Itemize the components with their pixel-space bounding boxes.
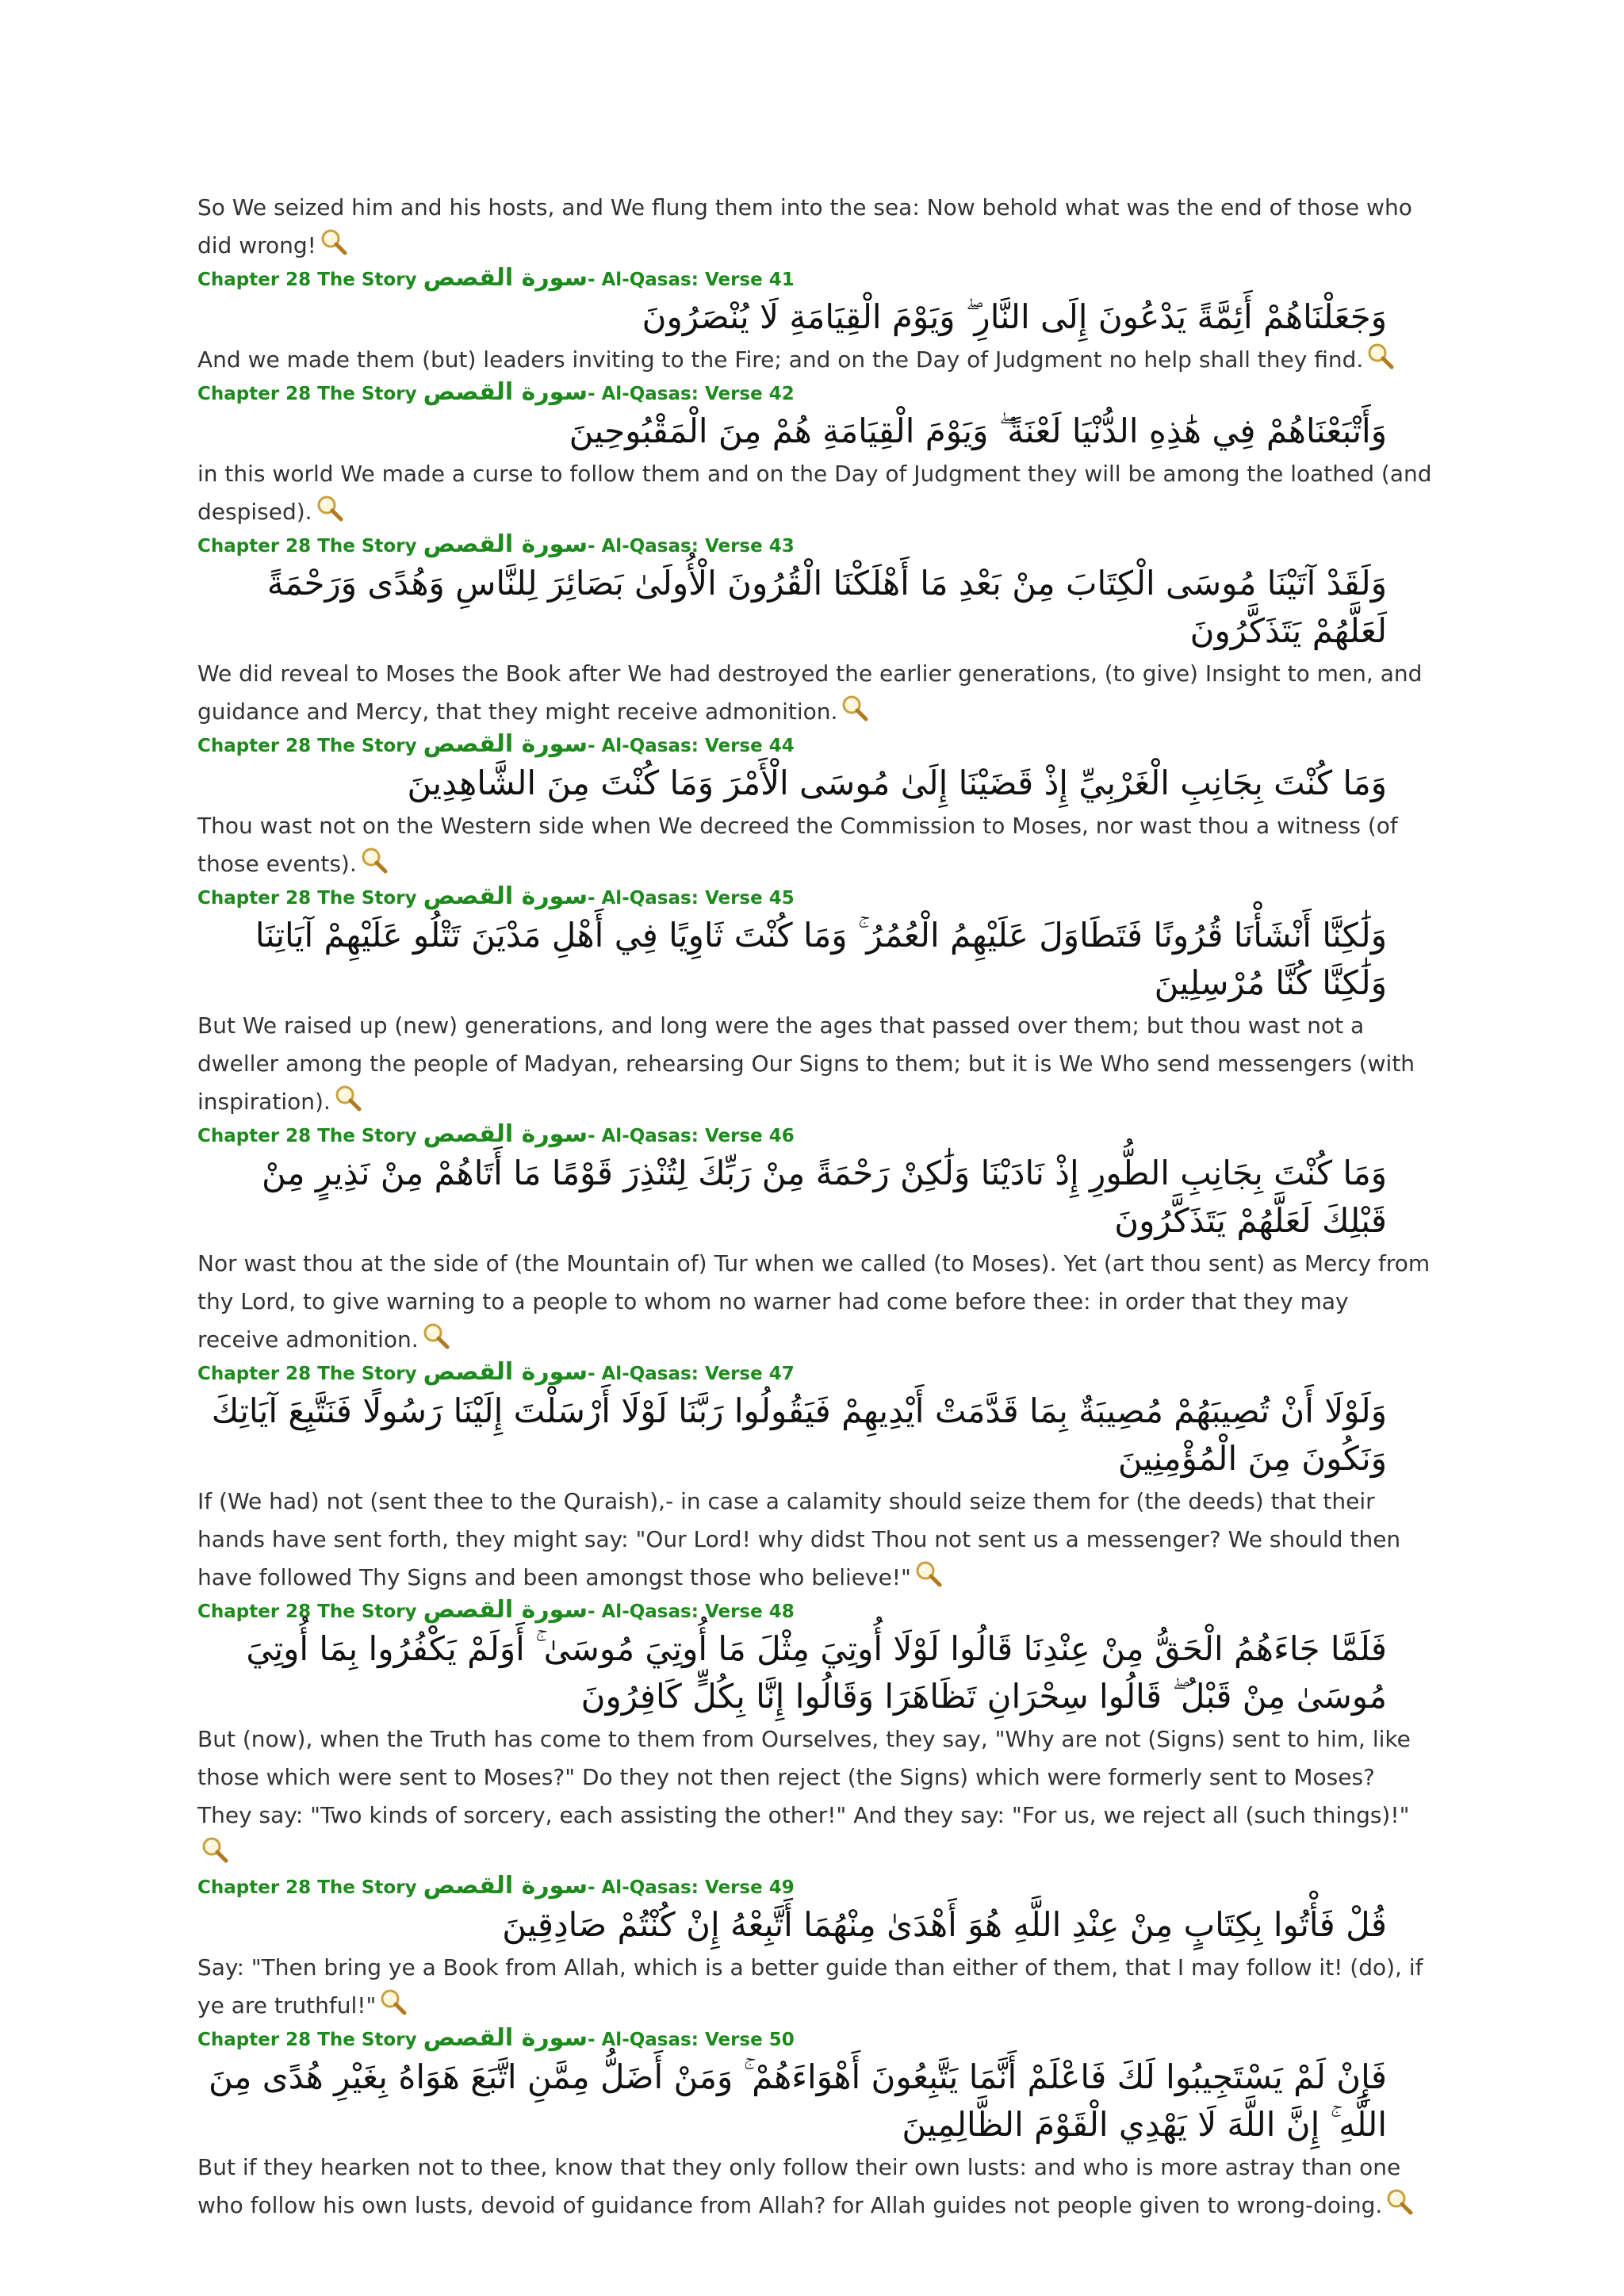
verse-block (197, 1873, 1434, 2025)
verse-label: Verse (704, 1601, 763, 1622)
verse-header (197, 1873, 1434, 1901)
chapter-label: Chapter 28 The Story (197, 536, 417, 557)
arabic-verse-text: وَمَا كُنْتَ بِجَانِبِ الْغَرْبِيِّ إِذْ قَضَيْنَا إِلَىٰ مُوسَى الْأَمْرَ وَمَا كُنْتَ مِنَ الشَّاهِدِينَ (407, 763, 1387, 802)
sura-name: - Al-Qasas: (587, 1877, 699, 1898)
chapter-label: Chapter 28 The Story (197, 1877, 417, 1898)
sura-arabic-name: سورة القصص (423, 882, 588, 910)
verse-header (197, 1359, 1434, 1387)
verse-label: Verse (704, 536, 763, 557)
verse-translation (197, 1245, 1434, 1359)
verse-number: 48 (768, 1601, 795, 1622)
verse-translation (197, 1007, 1434, 1121)
sura-arabic-name: سورة القصص (423, 1596, 588, 1624)
verse-block (197, 1597, 1434, 1873)
sura-name: - Al-Qasas: (587, 736, 699, 756)
magnifier-icon[interactable] (1385, 2187, 1414, 2216)
magnifier-icon[interactable] (379, 1988, 408, 2016)
sura-arabic-name: سورة القصص (423, 2024, 588, 2052)
chapter-label: Chapter 28 The Story (197, 384, 417, 404)
verse-block (197, 731, 1434, 883)
verse-number: 46 (768, 1126, 795, 1146)
arabic-verse-text: فَلَمَّا جَاءَهُمُ الْحَقُّ مِنْ عِنْدِنَا قَالُوا لَوْلَا أُوتِيَ مِثْلَ مَا أُوتِيَ مُوسَىٰ ۚ أَوَلَمْ يَكْفُرُوا بِمَا أُوتِيَ مُوسَىٰ مِنْ قَبْلُ ۖ قَالُوا سِحْرَانِ تَظَاهَرَا وَقَالُوا إِنَّا بِكُلٍّ كَافِرُونَ (246, 1629, 1387, 1716)
verse-block (197, 265, 1434, 379)
translation-text: If (We had) not (sent thee to the Quraish),- in case a calamity should seize them for (the deeds) that their hands have sent forth, they might say: "Our Lord! why didst Thou not sent us a messenger? We should then have followed Thy Signs and been amongst those who believe!" (197, 1488, 1401, 1590)
verse-translation (197, 807, 1434, 883)
sura-name: - Al-Qasas: (587, 1126, 699, 1146)
magnifier-icon[interactable] (1366, 342, 1395, 370)
verse-header (197, 379, 1434, 408)
magnifier-icon[interactable] (360, 846, 389, 874)
verse-translation (197, 455, 1434, 531)
magnifier-icon[interactable] (320, 228, 348, 256)
magnifier-icon[interactable] (334, 1084, 362, 1112)
verse-label: Verse (704, 384, 763, 404)
verse-block (197, 883, 1434, 1121)
chapter-label: Chapter 28 The Story (197, 1601, 417, 1622)
sura-name: - Al-Qasas: (587, 2030, 699, 2050)
verse-translation (197, 341, 1434, 379)
verse-header (197, 2025, 1434, 2053)
arabic-verse-text: وَلَٰكِنَّا أَنْشَأْنَا قُرُونًا فَتَطَاوَلَ عَلَيْهِمُ الْعُمُرُ ۚ وَمَا كُنْتَ ثَاوِيًا فِي أَهْلِ مَدْيَنَ تَتْلُو عَلَيْهِمْ آيَاتِنَا وَلَٰكِنَّا كُنَّا مُرْسِلِينَ (255, 916, 1387, 1002)
verse-label: Verse (704, 1126, 763, 1146)
translation-text: But if they hearken not to thee, know that they only follow their own lusts: and who is more astray than one who follow his own lusts, devoid of guidance from Allah? for Allah guides not people given to wrong-doing. (197, 2154, 1401, 2218)
verse-block (197, 531, 1434, 731)
translation-text: Nor wast thou at the side of (the Mountain of) Tur when we called (to Moses). Yet (art thou sent) as Mercy from thy Lord, to give warning to a people to whom no warner had come before thee: in order that they may receive admonition. (197, 1250, 1431, 1353)
chapter-label: Chapter 28 The Story (197, 736, 417, 756)
verse-block (197, 379, 1434, 531)
arabic-verse-text: وَلَوْلَا أَنْ تُصِيبَهُمْ مُصِيبَةٌ بِمَا قَدَّمَتْ أَيْدِيهِمْ فَيَقُولُوا رَبَّنَا لَوْلَا أَرْسَلْتَ إِلَيْنَا رَسُولًا فَنَتَّبِعَ آيَاتِكَ وَنَكُونَ مِنَ الْمُؤْمِنِينَ (211, 1391, 1387, 1478)
verse-number: 43 (768, 536, 795, 557)
verse-number: 49 (768, 1877, 795, 1898)
arabic-verse-text: وَأَتْبَعْنَاهُمْ فِي هَٰذِهِ الدُّنْيَا لَعْنَةً ۖ وَيَوْمَ الْقِيَامَةِ هُمْ مِنَ الْمَقْبُوحِينَ (569, 411, 1387, 450)
verse-label: Verse (704, 1877, 763, 1898)
verse-header (197, 1597, 1434, 1625)
top-translation: So We seized him and his hosts, and We flung them into the sea: Now behold what was the end of those who did wrong! (197, 194, 1412, 258)
verse-number: 45 (768, 888, 795, 909)
sura-name: - Al-Qasas: (587, 888, 699, 909)
verse-number: 41 (768, 270, 795, 290)
verse-label: Verse (704, 2030, 763, 2050)
verse-block (197, 1121, 1434, 1359)
verse-header (197, 265, 1434, 293)
magnifier-icon[interactable] (201, 1835, 229, 1864)
translation-text: in this world We made a curse to follow them and on the Day of Judgment they will be among the loathed (and despised). (197, 461, 1432, 525)
sura-name: - Al-Qasas: (587, 536, 699, 557)
sura-arabic-name: سورة القصص (423, 378, 588, 406)
verse-block (197, 2025, 1434, 2225)
sura-arabic-name: سورة القصص (423, 530, 588, 558)
arabic-verse-text: فَإِنْ لَمْ يَسْتَجِيبُوا لَكَ فَاعْلَمْ أَنَّمَا يَتَّبِعُونَ أَهْوَاءَهُمْ ۚ وَمَنْ أَضَلُّ مِمَّنِ اتَّبَعَ هَوَاهُ بِغَيْرِ هُدًى مِنَ اللَّهِ ۚ إِنَّ اللَّهَ لَا يَهْدِي الْقَوْمَ الظَّالِمِينَ (208, 2057, 1387, 2144)
verse-header (197, 1121, 1434, 1150)
magnifier-icon[interactable] (841, 694, 869, 722)
verse-number: 44 (768, 736, 795, 756)
verse-number: 47 (768, 1364, 795, 1384)
sura-arabic-name: سورة القصص (423, 1358, 588, 1386)
arabic-verse-text: وَجَعَلْنَاهُمْ أَئِمَّةً يَدْعُونَ إِلَى النَّارِ ۖ وَيَوْمَ الْقِيَامَةِ لَا يُنْصَرُونَ (642, 297, 1387, 336)
chapter-label: Chapter 28 The Story (197, 1364, 417, 1384)
translation-text: We did reveal to Moses the Book after We had destroyed the earlier generations, (to give) Insight to men, and guidance and Mercy, that they might receive admonition. (197, 660, 1423, 725)
sura-arabic-name: سورة القصص (423, 730, 588, 758)
translation-text: Say: "Then bring ye a Book from Allah, which is a better guide than either of them, that I may follow it! (do), if ye are truthful!" (197, 1954, 1423, 2019)
chapter-label: Chapter 28 The Story (197, 270, 417, 290)
chapter-label: Chapter 28 The Story (197, 1126, 417, 1146)
translation-text: Thou wast not on the Western side when We decreed the Commission to Moses, nor wast thou a witness (of those events). (197, 813, 1398, 877)
translation-text: But (now), when the Truth has come to them from Ourselves, they say, "Why are not (Signs) sent to him, like those which were sent to Moses?" Do they not then reject (the Signs) which were formerly sent to Moses? They say: "Two kinds of sorcery, each assisting the other!" And they say: "For us, we reject all (such things)!" (197, 1726, 1411, 1828)
document-page (197, 189, 1434, 2225)
magnifier-icon[interactable] (914, 1559, 943, 1588)
sura-name: - Al-Qasas: (587, 384, 699, 404)
translation-text: But We raised up (new) generations, and long were the ages that passed over them; but thou wast not a dweller among the people of Madyan, rehearsing Our Signs to them; but it is We Who send messengers (with inspiration). (197, 1012, 1415, 1115)
verse-header (197, 531, 1434, 560)
verse-number: 50 (768, 2030, 795, 2050)
magnifier-icon[interactable] (316, 494, 344, 522)
verse-translation (197, 1949, 1434, 2025)
sura-arabic-name: سورة القصص (423, 1120, 588, 1148)
verse-label: Verse (704, 736, 763, 756)
verse-translation (197, 1720, 1434, 1873)
chapter-label: Chapter 28 The Story (197, 2030, 417, 2050)
verse-header (197, 883, 1434, 912)
sura-name: - Al-Qasas: (587, 270, 699, 290)
sura-name: - Al-Qasas: (587, 1601, 699, 1622)
verse-block (197, 1359, 1434, 1597)
chapter-label: Chapter 28 The Story (197, 888, 417, 909)
verse-translation (197, 2149, 1434, 2225)
arabic-verse-text: قُلْ فَأْتُوا بِكِتَابٍ مِنْ عِنْدِ اللَّهِ هُوَ أَهْدَىٰ مِنْهُمَا أَتَّبِعْهُ إِنْ كُنْتُمْ صَادِقِينَ (502, 1905, 1387, 1944)
verse-label: Verse (704, 270, 763, 290)
magnifier-icon[interactable] (422, 1322, 450, 1350)
sura-arabic-name: سورة القصص (423, 1872, 588, 1900)
arabic-verse-text: وَمَا كُنْتَ بِجَانِبِ الطُّورِ إِذْ نَادَيْنَا وَلَٰكِنْ رَحْمَةً مِنْ رَبِّكَ لِتُنْذِرَ قَوْمًا مَا أَتَاهُمْ مِنْ نَذِيرٍ مِنْ قَبْلِكَ لَعَلَّهُمْ يَتَذَكَّرُونَ (262, 1154, 1387, 1240)
sura-name: - Al-Qasas: (587, 1364, 699, 1384)
translation-text: And we made them (but) leaders inviting to the Fire; and on the Day of Judgment no help shall they find. (197, 346, 1364, 373)
verse-label: Verse (704, 1364, 763, 1384)
arabic-verse-text: وَلَقَدْ آتَيْنَا مُوسَى الْكِتَابَ مِنْ بَعْدِ مَا أَهْلَكْنَا الْقُرُونَ الْأُولَىٰ بَصَائِرَ لِلنَّاسِ وَهُدًى وَرَحْمَةً لَعَلَّهُمْ يَتَذَكَّرُونَ (266, 564, 1387, 650)
verse-label: Verse (704, 888, 763, 909)
sura-arabic-name: سورة القصص (423, 264, 588, 292)
verse-list (197, 265, 1434, 2225)
verse-translation (197, 1483, 1434, 1597)
verse-translation (197, 655, 1434, 731)
verse-header (197, 731, 1434, 760)
verse-number: 42 (768, 384, 795, 404)
